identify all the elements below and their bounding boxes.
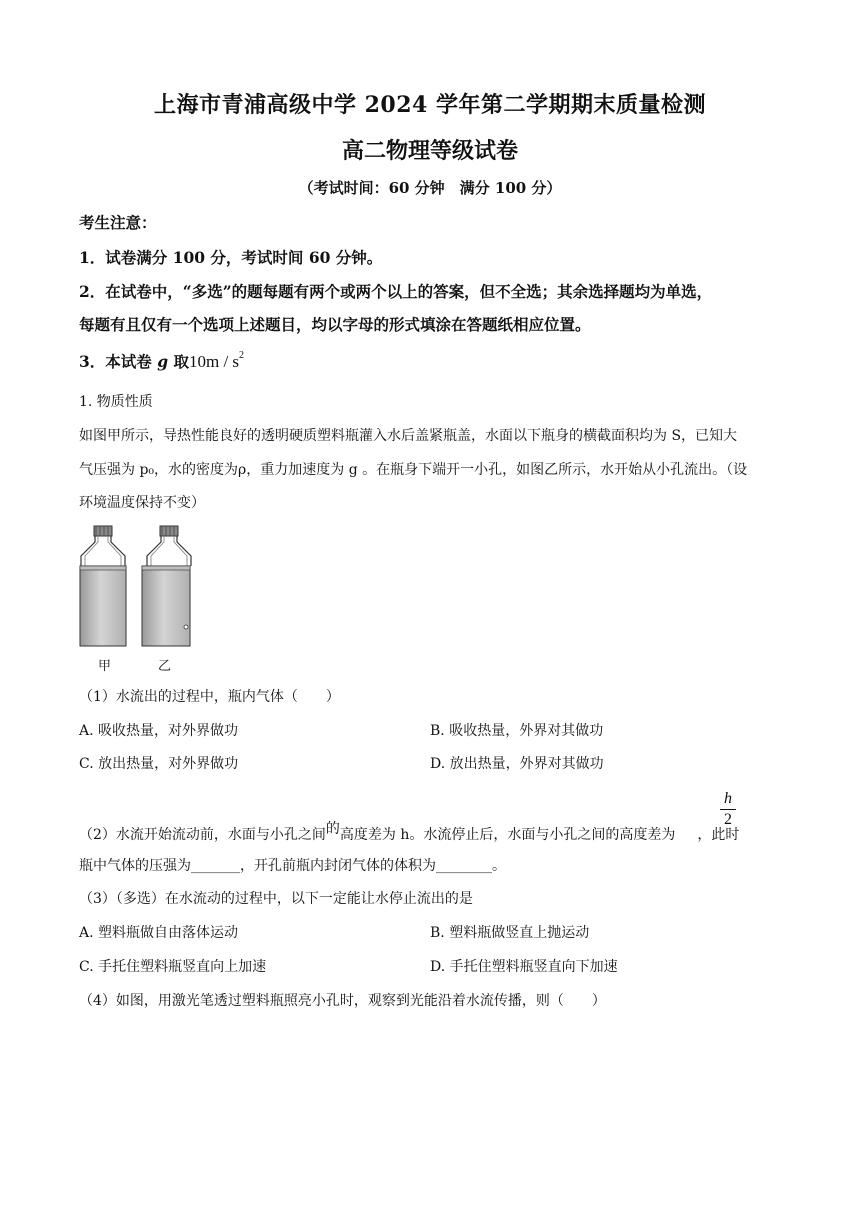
exam-title: 上海市青浦高级中学 2024 学年第二学期期末质量检测	[153, 92, 707, 118]
exam-info: （考试时间：60 分钟 满分 100 分）	[298, 179, 562, 197]
notice-item-3-var: g	[157, 352, 169, 371]
q1-option-c: C. 放出热量，对外界做功	[79, 756, 239, 772]
q3-stem: （3）（多选）在水流动的过程中，以下一定能让水停止流出的是	[79, 891, 473, 907]
q2-line-1	[79, 818, 739, 844]
notice-item-3-mid: 取	[173, 352, 189, 371]
bottle-right	[142, 526, 191, 646]
notice-item-3-prefix: 3．本试卷	[79, 352, 152, 371]
gravity-unit-exponent: 2	[239, 350, 245, 361]
q2-line-1-de: 的	[325, 821, 340, 837]
q4-stem: （4）如图，用激光笔透过塑料瓶照亮小孔时，观察到光能沿着水流传播，则（ ）	[79, 993, 606, 1009]
intro-line-3: 环境温度保持不变）	[79, 495, 205, 511]
small-hole	[184, 625, 188, 629]
fraction-numerator: h	[724, 790, 732, 807]
q2-line-2: 瓶中气体的压强为_______，开孔前瓶内封闭气体的体积为________。	[79, 858, 506, 874]
notice-heading: 考生注意：	[79, 213, 157, 232]
notice-item-1: 1．试卷满分 100 分，考试时间 60 分钟。	[79, 248, 383, 267]
q1-stem: （1）水流出的过程中，瓶内气体（ ）	[79, 689, 340, 705]
figure-label-yi: 乙	[158, 659, 172, 674]
section-heading: 1. 物质性质	[79, 394, 153, 410]
exam-subtitle: 高二物理等级试卷	[341, 138, 518, 164]
bottle-figure	[74, 520, 204, 652]
notice-item-2-line-2: 每题有且仅有一个选项上述题目，均以字母的形式填涂在答题纸相应位置。	[79, 315, 591, 334]
q2-line-1-part-c: ，此时	[697, 827, 740, 843]
q3-option-d: D. 手托住塑料瓶竖直向下加速	[430, 959, 618, 975]
q1-option-b: B. 吸收热量，外界对其做功	[430, 723, 604, 739]
intro-line-2: 气压强为 p₀，水的密度为ρ，重力加速度为 g 。在瓶身下端开一小孔，如图乙所示，水开始从小孔流出。（设	[79, 462, 748, 478]
q1-option-d: D. 放出热量，外界对其做功	[430, 756, 604, 772]
q1-option-a: A. 吸收热量，对外界做功	[79, 723, 239, 739]
q2-line-1-part-b: 高度差为 h。水流停止后，水面与小孔之间的高度差为	[339, 827, 676, 843]
q3-option-c: C. 手托住塑料瓶竖直向上加速	[79, 959, 267, 975]
gravity-unit: 10m / s	[188, 352, 240, 371]
figure-label-jia: 甲	[98, 659, 112, 674]
notice-item-3	[79, 350, 244, 372]
notice-item-2-line-1: 2．在试卷中，“多选”的题每题有两个或两个以上的答案，但不全选；其余选择题均为单选，	[79, 282, 713, 301]
intro-line-1: 如图甲所示，导热性能良好的透明硬质塑料瓶灌入水后盖紧瓶盖，水面以下瓶身的横截面积均为 S，已知大	[79, 428, 738, 444]
fraction-denominator: 2	[724, 811, 732, 828]
q2-line-1-part-a: （2）水流开始流动前，水面与小孔之间	[79, 827, 326, 843]
q3-option-a: A. 塑料瓶做自由落体运动	[79, 925, 239, 941]
h-over-2-fraction	[718, 790, 738, 829]
q3-option-b: B. 塑料瓶做竖直上抛运动	[430, 925, 590, 941]
bottle-left	[80, 526, 126, 646]
